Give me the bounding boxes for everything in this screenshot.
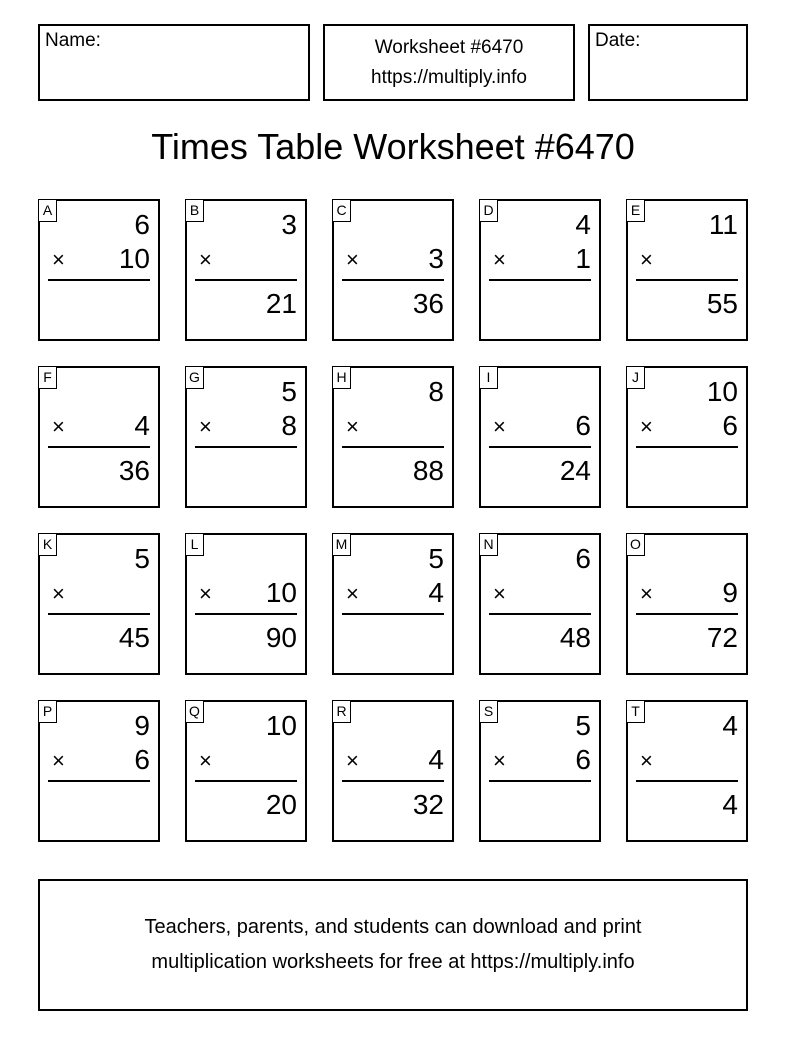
problem-bottom-number[interactable]: 1 [575, 243, 591, 274]
answer-rule [195, 613, 297, 615]
times-sign: × [52, 247, 65, 272]
times-sign: × [346, 414, 359, 439]
problem-card [185, 533, 307, 675]
problem-bottom-number[interactable]: 6 [575, 410, 591, 441]
times-sign: × [199, 414, 212, 439]
answer-rule [636, 446, 738, 448]
problem-card [479, 366, 601, 508]
answer-rule [342, 446, 444, 448]
problem-answer[interactable]: 45 [118, 622, 150, 653]
problem-answer[interactable]: 88 [412, 455, 444, 486]
footer-line-2: multiplication worksheets for free at https://multiply.info [151, 951, 635, 973]
problem-letter: F [38, 366, 57, 389]
answer-rule [48, 780, 150, 782]
times-sign: × [52, 414, 65, 439]
times-sign: × [199, 247, 212, 272]
problem-answer[interactable]: 32 [412, 789, 444, 820]
problem-card [479, 199, 601, 341]
problem-letter: S [479, 700, 498, 723]
answer-rule [195, 446, 297, 448]
answer-rule [636, 613, 738, 615]
times-sign: × [640, 414, 653, 439]
problem-answer[interactable]: 36 [412, 288, 444, 319]
problem-letter: E [626, 199, 645, 222]
problem-bottom-number[interactable]: 10 [118, 243, 150, 274]
answer-rule [342, 613, 444, 615]
problem-top-number[interactable]: 5 [134, 543, 150, 574]
problem-answer[interactable]: 36 [118, 455, 150, 486]
times-sign: × [346, 247, 359, 272]
problem-top-number[interactable]: 4 [722, 710, 738, 741]
problem-card [332, 366, 454, 508]
answer-rule [636, 780, 738, 782]
problem-answer[interactable]: 24 [559, 455, 591, 486]
times-sign: × [346, 581, 359, 606]
problem-card [185, 700, 307, 842]
problem-answer[interactable]: 21 [265, 288, 297, 319]
problem-bottom-number[interactable]: 9 [722, 577, 738, 608]
problem-card [38, 366, 160, 508]
problem-letter: Q [185, 700, 204, 723]
footer-line-1: Teachers, parents, and students can download and print [144, 916, 642, 938]
worksheet-url: https://multiply.info [371, 67, 527, 88]
problem-bottom-number[interactable]: 3 [428, 243, 444, 274]
problem-letter: L [185, 533, 204, 556]
problem-card [38, 700, 160, 842]
problem-letter: T [626, 700, 645, 723]
problem-letter: K [38, 533, 57, 556]
answer-rule [195, 780, 297, 782]
answer-rule [489, 780, 591, 782]
answer-rule [489, 446, 591, 448]
problem-card [38, 199, 160, 341]
problem-bottom-number[interactable]: 4 [134, 410, 150, 441]
problem-card [479, 700, 601, 842]
problem-answer[interactable]: 48 [559, 622, 591, 653]
problem-bottom-number[interactable]: 4 [428, 744, 444, 775]
answer-rule [342, 780, 444, 782]
name-label: Name: [45, 30, 101, 51]
problem-letter: I [479, 366, 498, 389]
problem-letter: N [479, 533, 498, 556]
problem-bottom-number[interactable]: 6 [722, 410, 738, 441]
times-sign: × [640, 748, 653, 773]
problem-card [185, 199, 307, 341]
problem-card [626, 366, 748, 508]
times-sign: × [52, 748, 65, 773]
times-sign: × [199, 748, 212, 773]
times-sign: × [640, 247, 653, 272]
problem-bottom-number[interactable]: 4 [428, 577, 444, 608]
problem-card [626, 533, 748, 675]
problem-card [332, 199, 454, 341]
problem-letter: H [332, 366, 351, 389]
problem-card [332, 700, 454, 842]
problem-letter: A [38, 199, 57, 222]
times-sign: × [493, 414, 506, 439]
problem-top-number[interactable]: 5 [575, 710, 591, 741]
problem-answer[interactable]: 20 [265, 789, 297, 820]
answer-rule [48, 446, 150, 448]
problem-top-number[interactable]: 8 [428, 376, 444, 407]
problem-answer[interactable]: 55 [706, 288, 738, 319]
problem-answer[interactable]: 90 [265, 622, 297, 653]
problem-card [38, 533, 160, 675]
answer-rule [48, 279, 150, 281]
problem-letter: C [332, 199, 351, 222]
problem-card [626, 700, 748, 842]
times-sign: × [52, 581, 65, 606]
date-label: Date: [595, 30, 641, 51]
problem-top-number[interactable]: 6 [575, 543, 591, 574]
problem-top-number[interactable]: 5 [281, 376, 297, 407]
problem-letter: M [332, 533, 351, 556]
answer-rule [489, 279, 591, 281]
problem-top-number[interactable]: 5 [428, 543, 444, 574]
times-sign: × [346, 748, 359, 773]
times-sign: × [493, 581, 506, 606]
answer-rule [489, 613, 591, 615]
times-sign: × [199, 581, 212, 606]
problem-top-number[interactable]: 3 [281, 209, 297, 240]
answer-rule [48, 613, 150, 615]
times-sign: × [493, 247, 506, 272]
problem-card [185, 366, 307, 508]
times-sign: × [493, 748, 506, 773]
problem-top-number[interactable]: 10 [706, 376, 738, 407]
answer-rule [195, 279, 297, 281]
answer-rule [342, 279, 444, 281]
problem-top-number[interactable]: 9 [134, 710, 150, 741]
problem-bottom-number[interactable]: 6 [134, 744, 150, 775]
problem-letter: R [332, 700, 351, 723]
answer-rule [636, 279, 738, 281]
problem-card [332, 533, 454, 675]
problem-top-number[interactable]: 11 [708, 209, 738, 240]
problem-top-number[interactable]: 10 [265, 710, 297, 741]
problem-letter: D [479, 199, 498, 222]
problem-bottom-number[interactable]: 8 [281, 410, 297, 441]
problem-letter: G [185, 366, 204, 389]
problem-answer[interactable]: 72 [706, 622, 738, 653]
problem-card [626, 199, 748, 341]
problem-bottom-number[interactable]: 6 [575, 744, 591, 775]
problem-top-number[interactable]: 6 [134, 209, 150, 240]
problem-top-number[interactable]: 4 [575, 209, 591, 240]
problem-card [479, 533, 601, 675]
problem-letter: B [185, 199, 204, 222]
problem-letter: P [38, 700, 57, 723]
footer-box [38, 879, 748, 1011]
problem-letter: J [626, 366, 645, 389]
problem-letter: O [626, 533, 645, 556]
problem-answer[interactable]: 4 [722, 789, 738, 820]
page-title: Times Table Worksheet #6470 [151, 126, 635, 167]
times-sign: × [640, 581, 653, 606]
worksheet-id: Worksheet #6470 [374, 37, 524, 58]
problem-bottom-number[interactable]: 10 [265, 577, 297, 608]
